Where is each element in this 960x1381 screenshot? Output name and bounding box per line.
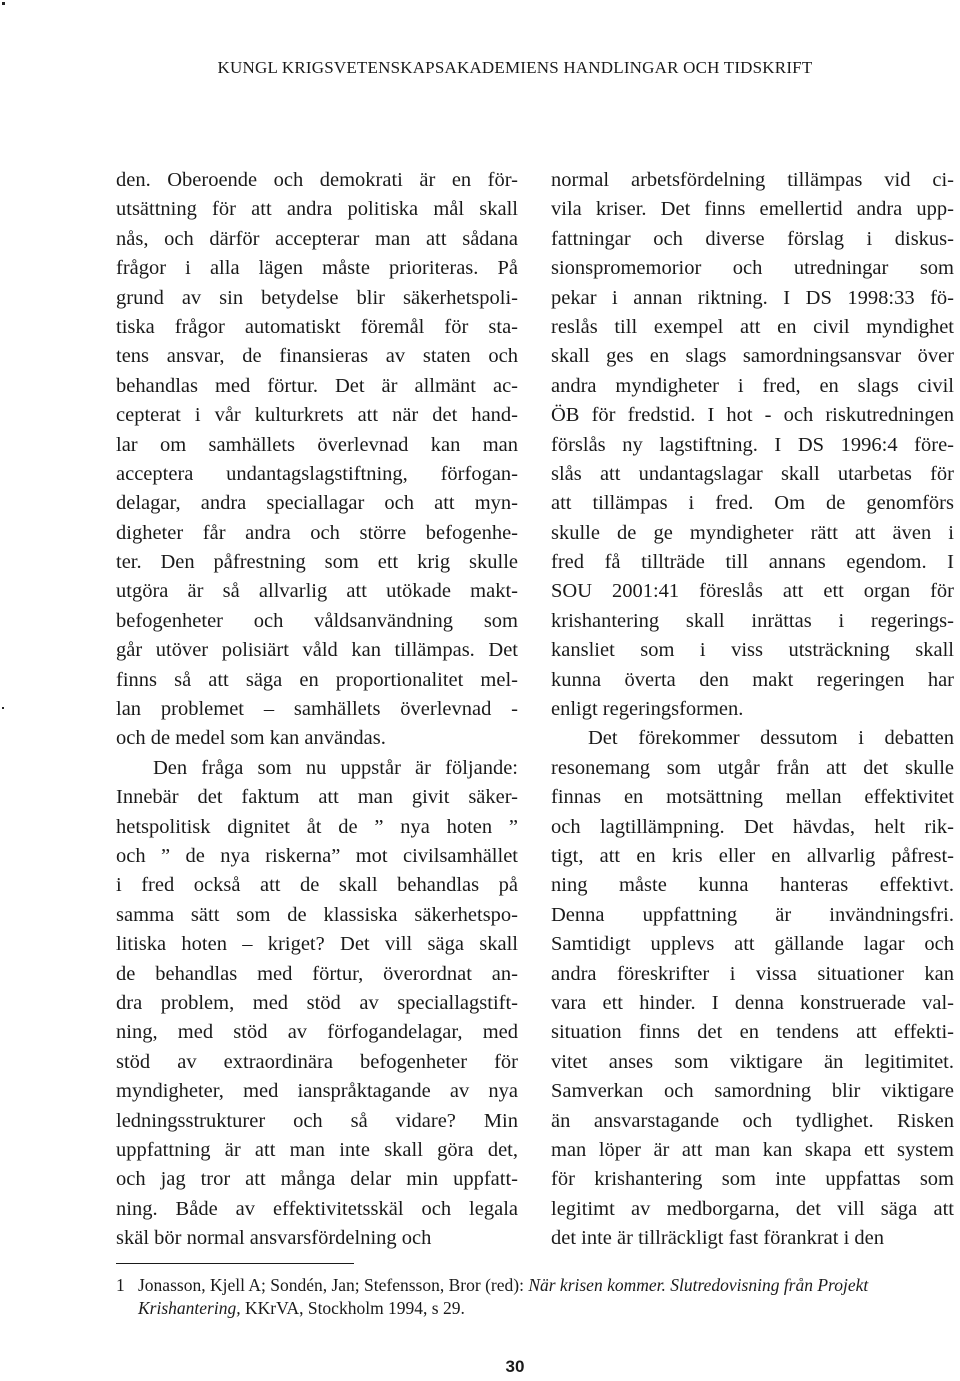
text-line: skäl bör normal ansvarsfördelning och — [116, 1227, 432, 1250]
right-column — [551, 166, 954, 1253]
text-line: ning måste kunna hanteras effektivt. — [551, 874, 954, 897]
text-line: vitet anses som viktigare än legitimitet. — [551, 1050, 954, 1073]
text-line: vara ett hinder. I denna konstruerade val- — [551, 991, 954, 1014]
text-line: normal arbetsfördelning tillämpas vid ci- — [551, 169, 954, 191]
text-line: man löper är att man kan skapa ett system — [551, 1138, 954, 1161]
text-line: och de medel som kan användas. — [116, 727, 386, 750]
text-line: och lagtillämpning. Det hävdas, helt rik- — [551, 815, 954, 838]
text-line: och ” de nya riskerna” mot civilsamhället — [116, 844, 518, 867]
text-line: slås att undantagslagar skall utarbetas för — [551, 462, 954, 485]
footnote-authors: Jonasson, Kjell A; Sondén, Jan; Stefensson, Bror (red): — [138, 1275, 524, 1295]
text-line: myndigheter, med ianspråktagande av nya — [116, 1080, 518, 1103]
text-line: i fred också att de skall behandlas på — [116, 874, 518, 897]
text-line: reslås till exempel att en civil myndighet — [551, 315, 954, 338]
footnote — [116, 1274, 956, 1320]
text-line: de behandlas med förtur, överordnat an- — [116, 962, 518, 985]
text-line: situation finns det en tendens att effekti- — [551, 1021, 954, 1044]
text-line: krishantering skall inrättas i regerings- — [551, 609, 954, 632]
running-header: KUNGL KRIGSVETENSKAPSAKADEMIENS HANDLINGAR OCH TIDSKRIFT — [217, 58, 813, 77]
text-line: utsättning för att andra politiska mål skall — [116, 198, 518, 221]
footnote-text — [138, 1274, 956, 1320]
text-line: kunna överta den makt regeringen har — [551, 668, 954, 691]
text-line: att tillämpas i fred. Om de genomförs — [551, 492, 954, 515]
text-line: tigt, att en kris eller en allvarlig påfrest- — [551, 844, 954, 867]
text-line: tiska frågor automatiskt föremål för sta- — [116, 315, 518, 338]
text-line: finns så att säga en proportionalitet mel- — [116, 668, 518, 691]
footnote-title: När krisen kommer. Slutredovisning från Projekt Krishantering, — [138, 1275, 869, 1318]
text-line: ning, med stöd av förfogandelagar, med — [116, 1021, 518, 1044]
text-line: lar om samhällets överlevnad kan man — [116, 433, 518, 456]
text-line: Innebär det faktum att man givit säker- — [116, 786, 518, 809]
text-line: ÖB för fredstid. I hot - och riskutredningen — [551, 404, 954, 427]
text-line: resonemang som utgår från att det skulle — [551, 756, 954, 779]
text-line: litiska hoten – kriget? Det vill säga skall — [116, 933, 518, 956]
text-line: finnas en motsättning mellan effektivitet — [551, 786, 954, 809]
text-line: grund av sin betydelse blir säkerhetspoli- — [116, 286, 518, 309]
text-line: enligt regeringsformen. — [551, 698, 744, 721]
footnote-separator — [116, 1263, 354, 1264]
text-line: ter. Den påfrestning som ett krig skulle — [116, 551, 518, 574]
text-line: befogenheter och våldsanvändning som — [116, 609, 518, 632]
text-line: ledningsstrukturer och så vidare? Min — [116, 1109, 518, 1132]
text-line: än ansvarstagande och tydlighet. Risken — [551, 1109, 954, 1132]
text-line: och jag tror att många delar min uppfatt- — [116, 1168, 518, 1191]
scan-mark-top — [2, 2, 5, 5]
text-line: den. Oberoende och demokrati är en för- — [116, 169, 518, 191]
text-line: pekar i annan riktning. I DS 1998:33 fö- — [551, 286, 954, 309]
text-line: acceptera undantagslagstiftning, förfogan- — [116, 462, 518, 485]
text-line: Samtidigt upplevs att gällande lagar och — [551, 933, 954, 956]
text-line: fred få tillträde till annans egendom. I — [551, 551, 954, 574]
text-line: skulle de ge myndigheter rätt att även i — [551, 521, 954, 544]
text-line: SOU 2001:41 föreslås att ett organ för — [551, 580, 954, 603]
text-line: går utöver polisiärt våld kan tillämpas. Det — [116, 639, 518, 662]
text-line: legitimt av medborgarna, det vill säga att — [551, 1197, 954, 1220]
text-line: Denna uppfattning är invändningsfri. — [551, 903, 954, 926]
footnote-number: 1 — [116, 1275, 125, 1295]
text-line: lan problemet – samhällets överlevnad - — [116, 698, 518, 721]
text-line: det inte är tillräckligt fast förankrat i den — [551, 1227, 884, 1250]
text-line: Samverkan och samordning blir viktigare — [551, 1080, 954, 1103]
text-line: nås, och därför accepterar man att sådana — [116, 227, 518, 250]
left-column — [116, 166, 518, 1253]
text-line: andra föreskrifter i vissa situationer kan — [551, 962, 954, 985]
text-line: skall ges en slags samordningsansvar över — [551, 345, 954, 368]
text-line: samma sätt som de klassiska säkerhetspo- — [116, 903, 518, 926]
text-line: fattningar och diverse förslag i diskus- — [551, 227, 954, 250]
text-line: Den fråga som nu uppstår är följande: — [153, 756, 518, 779]
footnote-publisher: KKrVA, Stockholm 1994, s 29. — [244, 1298, 465, 1318]
text-line: stöd av extraordinära befogenheter för — [116, 1050, 518, 1073]
page-number: 30 — [505, 1357, 525, 1376]
text-line: frågor i alla lägen måste prioriteras. På — [116, 257, 518, 280]
text-line: Det förekommer dessutom i debatten — [588, 727, 954, 750]
text-line: digheter får andra och större befogenhe- — [116, 521, 518, 544]
text-line: tens ansvar, de finansieras av staten och — [116, 345, 518, 368]
text-line: för krishantering som inte uppfattas som — [551, 1168, 954, 1191]
text-line: ning. Både av effektivitetsskäl och legala — [116, 1197, 518, 1220]
text-line: behandlas med förtur. Det är allmänt ac- — [116, 374, 518, 397]
text-line: delagar, andra speciallagar och att myn- — [116, 492, 518, 515]
scan-mark-left — [2, 707, 4, 709]
text-line: hetspolitisk dignitet åt de ” nya hoten ” — [116, 815, 518, 838]
text-line: kansliet som i viss utsträckning skall — [551, 639, 954, 662]
text-line: förslås ny lagstiftning. I DS 1996:4 före- — [551, 433, 954, 456]
text-line: sionspromemorior och utredningar som — [551, 257, 954, 280]
text-line: andra myndigheter i fred, en slags civil — [551, 374, 954, 397]
text-line: uppfattning är att man inte skall göra det, — [116, 1138, 518, 1161]
text-line: vila kriser. Det finns emellertid andra upp- — [551, 198, 954, 221]
text-line: utgöra är så allvarlig att utökade makt- — [116, 580, 518, 603]
text-line: dra problem, med stöd av speciallagstift- — [116, 991, 518, 1014]
text-line: cepterat i vår kulturkrets att när det hand- — [116, 404, 518, 427]
